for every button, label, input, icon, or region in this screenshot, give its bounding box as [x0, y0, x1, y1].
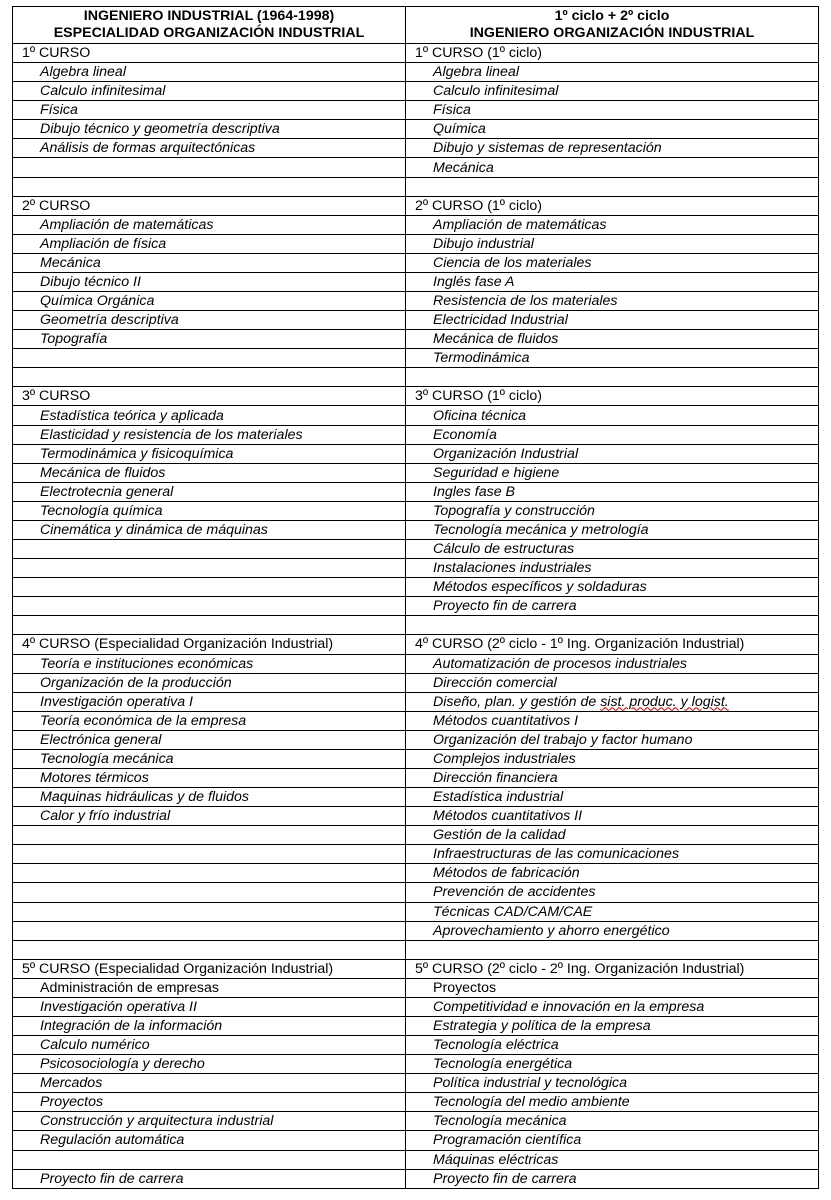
subject-row — [13, 177, 819, 196]
subject-left: Organización de la producción — [40, 674, 232, 691]
subject-row — [13, 578, 819, 597]
left-cell — [13, 368, 406, 387]
subject-left: Elasticidad y resistencia de los materiales — [40, 426, 303, 443]
right-cell — [406, 673, 819, 692]
right-cell — [406, 368, 819, 387]
right-cell — [406, 921, 819, 940]
left-cell — [13, 845, 406, 864]
right-cell — [406, 768, 819, 787]
subject-row — [13, 330, 819, 349]
course-title-left: 4º CURSO (Especialidad Organización Industrial) — [22, 636, 334, 653]
subject-right: Dirección financiera — [433, 770, 558, 786]
subject-left: Mecánica de fluidos — [40, 464, 166, 481]
subject-right: Química — [433, 121, 486, 138]
left-cell — [13, 1016, 406, 1035]
right-cell — [406, 120, 819, 139]
subject-right: Tecnología del medio ambiente — [433, 1094, 630, 1111]
right-cell — [406, 826, 819, 845]
subject-row — [13, 482, 819, 501]
left-cell — [13, 425, 406, 444]
right-cell — [406, 807, 819, 826]
subject-left: Geometría descriptiva — [40, 312, 179, 329]
subject-row — [13, 311, 819, 330]
left-cell — [13, 864, 406, 883]
course-title-left: 3º CURSO — [22, 388, 91, 405]
subject-row — [13, 692, 819, 711]
left-cell — [13, 826, 406, 845]
subject-row — [13, 1036, 819, 1055]
right-cell — [406, 425, 819, 444]
subject-left: Motores térmicos — [40, 770, 149, 786]
left-cell — [13, 177, 406, 196]
left-cell — [13, 1150, 406, 1169]
right-cell — [406, 1112, 819, 1131]
subject-left: Física — [40, 102, 78, 119]
subject-left: Calculo numérico — [40, 1037, 150, 1054]
left-cell — [13, 711, 406, 730]
subject-row — [13, 1169, 819, 1188]
right-cell — [406, 711, 819, 730]
subject-row — [13, 1112, 819, 1131]
header-right-cell — [406, 7, 819, 44]
subject-right: Mecánica — [433, 159, 494, 176]
subject-left: Psicosociología y derecho — [40, 1056, 205, 1073]
left-cell — [13, 921, 406, 940]
left-cell — [13, 978, 406, 997]
subject-left: Maquinas hidráulicas y de fluidos — [40, 789, 249, 806]
left-cell — [13, 196, 406, 215]
subject-right: Técnicas CAD/CAM/CAE — [433, 903, 593, 920]
subject-left: Cinemática y dinámica de máquinas — [40, 521, 268, 538]
left-cell — [13, 272, 406, 291]
subject-right: Tecnología eléctrica — [433, 1037, 559, 1054]
right-cell — [406, 1150, 819, 1169]
subject-row — [13, 101, 819, 120]
subject-right: Proyecto fin de carrera — [433, 1170, 577, 1187]
course-heading-row — [13, 387, 819, 406]
subject-row — [13, 253, 819, 272]
subject-row — [13, 272, 819, 291]
header-left-cell — [13, 7, 406, 44]
subject-right: Proyecto fin de carrera — [433, 598, 577, 615]
subject-row — [13, 1074, 819, 1093]
subject-left: Química Orgánica — [40, 293, 155, 310]
left-cell — [13, 444, 406, 463]
subject-right: Infraestructuras de las comunicaciones — [433, 846, 680, 863]
right-cell — [406, 864, 819, 883]
course-title-left: 2º CURSO — [22, 197, 91, 214]
subject-right: Termodinámica — [433, 350, 530, 367]
subject-left: Calor y frío industrial — [40, 808, 171, 825]
left-cell — [13, 597, 406, 616]
header-right-line1: 1º ciclo + 2º ciclo — [554, 8, 670, 24]
left-cell — [13, 673, 406, 692]
subject-row — [13, 883, 819, 902]
subject-left: Construcción y arquitectura industrial — [40, 1113, 274, 1130]
subject-row — [13, 654, 819, 673]
subject-left: Dibujo técnico II — [40, 273, 141, 290]
course-title-left: 1º CURSO — [22, 45, 91, 62]
subject-row — [13, 82, 819, 101]
subject-left: Electrónica general — [40, 731, 162, 748]
subject-left: Algebra lineal — [40, 64, 126, 81]
subject-row — [13, 940, 819, 959]
subject-left: Mercados — [40, 1075, 103, 1092]
subject-row — [13, 597, 819, 616]
right-cell — [406, 902, 819, 921]
left-cell — [13, 101, 406, 120]
left-cell — [13, 330, 406, 349]
subject-right: Física — [433, 102, 471, 119]
subject-right: Máquinas eléctricas — [433, 1151, 559, 1168]
subject-row — [13, 559, 819, 578]
right-cell — [406, 1169, 819, 1188]
subject-row — [13, 463, 819, 482]
subject-row — [13, 349, 819, 368]
right-cell — [406, 82, 819, 101]
subject-right: Estrategia y política de la empresa — [433, 1018, 651, 1035]
right-cell — [406, 997, 819, 1016]
subject-right: Ciencia de los materiales — [433, 254, 592, 271]
right-cell — [406, 520, 819, 539]
right-cell — [406, 215, 819, 234]
left-cell — [13, 654, 406, 673]
subject-right: Competitividad e innovación en la empresa — [433, 998, 705, 1015]
subject-row — [13, 768, 819, 787]
subject-right: Política industrial y tecnológica — [433, 1075, 627, 1092]
subject-right: Programación científica — [433, 1132, 582, 1149]
right-cell — [406, 406, 819, 425]
right-cell — [406, 44, 819, 63]
left-cell — [13, 406, 406, 425]
subject-left: Administración de empresas — [40, 979, 219, 996]
subject-right: Cálculo de estructuras — [433, 541, 575, 558]
subject-left: Tecnología mecánica — [40, 750, 174, 767]
right-cell — [406, 158, 819, 177]
subject-right: Mecánica de fluidos — [433, 331, 559, 348]
subject-right: Economía — [433, 426, 497, 443]
subject-row — [13, 788, 819, 807]
subject-right: Proyectos — [433, 979, 497, 996]
right-cell — [406, 101, 819, 120]
subject-right: Métodos de fabricación — [433, 865, 580, 882]
subject-left: Teoría e instituciones económicas — [40, 655, 254, 672]
subject-left: Ampliación de física — [40, 235, 167, 252]
subject-right: Métodos cuantitativos II — [433, 808, 583, 825]
right-cell — [406, 253, 819, 272]
subject-row — [13, 1131, 819, 1150]
subject-right: Dibujo y sistemas de representación — [433, 140, 662, 157]
subject-right: Topografía y construcción — [433, 502, 595, 519]
course-title-right: 5º CURSO (2º ciclo - 2º Ing. Organización Industrial) — [415, 960, 745, 977]
subject-row — [13, 368, 819, 387]
right-cell — [406, 959, 819, 978]
left-cell — [13, 1112, 406, 1131]
left-cell — [13, 749, 406, 768]
subject-row — [13, 1150, 819, 1169]
right-cell — [406, 730, 819, 749]
subject-row — [13, 730, 819, 749]
subject-row — [13, 63, 819, 82]
left-cell — [13, 1055, 406, 1074]
left-cell — [13, 635, 406, 654]
left-cell — [13, 1169, 406, 1188]
left-cell — [13, 311, 406, 330]
subject-row — [13, 425, 819, 444]
left-cell — [13, 215, 406, 234]
subject-row — [13, 711, 819, 730]
left-cell — [13, 520, 406, 539]
header-left-line2: ESPECIALIDAD ORGANIZACIÓN INDUSTRIAL — [53, 25, 365, 41]
subject-row — [13, 826, 819, 845]
subject-right: Métodos específicos y soldaduras — [433, 579, 647, 596]
subject-right: Organización Industrial — [433, 445, 579, 462]
subject-row — [13, 864, 819, 883]
right-cell — [406, 330, 819, 349]
subject-left: Análisis de formas arquitectónicas — [40, 140, 256, 157]
left-cell — [13, 940, 406, 959]
right-cell — [406, 1055, 819, 1074]
subject-right: Dirección comercial — [433, 674, 557, 691]
header-left-line1: INGENIERO INDUSTRIAL (1964-1998) — [83, 8, 335, 24]
subject-left: Ampliación de matemáticas — [40, 216, 214, 233]
left-cell — [13, 292, 406, 311]
left-cell — [13, 692, 406, 711]
right-cell — [406, 234, 819, 253]
left-cell — [13, 349, 406, 368]
curriculum-comparison-table — [12, 6, 819, 1189]
right-cell — [406, 1074, 819, 1093]
subject-right: Prevención de accidentes — [433, 884, 596, 901]
subject-right: Ingles fase B — [433, 483, 516, 500]
right-cell — [406, 540, 819, 559]
left-cell — [13, 501, 406, 520]
subject-row — [13, 616, 819, 635]
subject-left: Topografía — [40, 331, 108, 348]
subject-row — [13, 501, 819, 520]
spellcheck-underlined-text: sist. produc. y logist. — [600, 693, 729, 710]
subject-right: Calculo infinitesimal — [433, 83, 559, 100]
subject-row — [13, 444, 819, 463]
subject-left: Proyecto fin de carrera — [40, 1170, 184, 1187]
left-cell — [13, 902, 406, 921]
subject-right: Complejos industriales — [433, 750, 576, 767]
subject-right: Diseño, plan. y gestión de — [433, 693, 601, 710]
left-cell — [13, 139, 406, 158]
subject-right: Estadística industrial — [433, 789, 564, 806]
subject-left: Tecnología química — [40, 502, 163, 519]
subject-right: Instalaciones industriales — [433, 560, 592, 577]
left-cell — [13, 1131, 406, 1150]
right-cell — [406, 597, 819, 616]
left-cell — [13, 1074, 406, 1093]
subject-right: Gestión de la calidad — [433, 827, 566, 844]
right-cell — [406, 749, 819, 768]
right-cell — [406, 616, 819, 635]
subject-left: Integración de la información — [40, 1018, 223, 1035]
right-cell — [406, 387, 819, 406]
subject-right: Algebra lineal — [433, 64, 519, 81]
right-cell — [406, 272, 819, 291]
left-cell — [13, 730, 406, 749]
right-cell — [406, 139, 819, 158]
subject-row — [13, 120, 819, 139]
right-cell — [406, 635, 819, 654]
left-cell — [13, 768, 406, 787]
left-cell — [13, 616, 406, 635]
right-cell — [406, 978, 819, 997]
left-cell — [13, 253, 406, 272]
subject-right: Electricidad Industrial — [433, 312, 568, 329]
subject-row — [13, 902, 819, 921]
subject-row — [13, 845, 819, 864]
subject-right: Ampliación de matemáticas — [433, 216, 607, 233]
subject-row — [13, 807, 819, 826]
left-cell — [13, 578, 406, 597]
left-cell — [13, 82, 406, 101]
header-right-line2: INGENIERO ORGANIZACIÓN INDUSTRIAL — [469, 25, 755, 41]
subject-row — [13, 749, 819, 768]
right-cell — [406, 444, 819, 463]
left-cell — [13, 387, 406, 406]
right-cell — [406, 883, 819, 902]
subject-right: Métodos cuantitativos I — [433, 712, 579, 729]
subject-left: Investigación operativa II — [40, 998, 197, 1015]
right-cell — [406, 1036, 819, 1055]
table-header-row — [13, 7, 819, 44]
subject-row — [13, 520, 819, 539]
left-cell — [13, 120, 406, 139]
left-cell — [13, 463, 406, 482]
right-cell — [406, 788, 819, 807]
left-cell — [13, 63, 406, 82]
subject-row — [13, 292, 819, 311]
right-cell — [406, 177, 819, 196]
right-cell — [406, 501, 819, 520]
right-cell — [406, 349, 819, 368]
subject-right: Dibujo industrial — [433, 235, 534, 252]
subject-left: Estadística teórica y aplicada — [40, 407, 224, 424]
left-cell — [13, 234, 406, 253]
subject-left: Termodinámica y fisicoquímica — [40, 445, 234, 462]
subject-row — [13, 1016, 819, 1035]
subject-right: Resistencia de los materiales — [433, 293, 618, 310]
left-cell — [13, 807, 406, 826]
left-cell — [13, 1093, 406, 1112]
subject-left: Regulación automática — [40, 1132, 185, 1149]
left-cell — [13, 44, 406, 63]
course-title-right: 1º CURSO (1º ciclo) — [415, 45, 543, 62]
subject-right: Oficina técnica — [433, 407, 527, 424]
left-cell — [13, 540, 406, 559]
right-cell — [406, 578, 819, 597]
right-cell — [406, 559, 819, 578]
subject-left: Calculo infinitesimal — [40, 83, 166, 100]
left-cell — [13, 158, 406, 177]
right-cell — [406, 845, 819, 864]
right-cell — [406, 1016, 819, 1035]
left-cell — [13, 997, 406, 1016]
right-cell — [406, 1131, 819, 1150]
subject-row — [13, 139, 819, 158]
left-cell — [13, 559, 406, 578]
subject-left: Electrotecnia general — [40, 483, 174, 500]
right-cell — [406, 292, 819, 311]
right-cell — [406, 654, 819, 673]
table-body — [13, 7, 819, 1189]
right-cell — [406, 1093, 819, 1112]
right-cell — [406, 63, 819, 82]
right-cell — [406, 463, 819, 482]
right-cell — [406, 196, 819, 215]
right-cell — [406, 311, 819, 330]
course-heading-row — [13, 44, 819, 63]
subject-row — [13, 1093, 819, 1112]
subject-row — [13, 673, 819, 692]
right-cell — [406, 692, 819, 711]
subject-left: Dibujo técnico y geometría descriptiva — [40, 121, 280, 138]
course-title-right: 4º CURSO (2º ciclo - 1º Ing. Organización Industrial) — [415, 636, 745, 653]
left-cell — [13, 788, 406, 807]
subject-row — [13, 978, 819, 997]
subject-row — [13, 1055, 819, 1074]
subject-right: Automatización de procesos industriales — [433, 655, 687, 672]
course-title-right: 3º CURSO (1º ciclo) — [415, 388, 543, 405]
subject-left: Mecánica — [40, 254, 101, 271]
subject-left: Teoría económica de la empresa — [40, 712, 247, 729]
right-cell — [406, 940, 819, 959]
left-cell — [13, 1036, 406, 1055]
subject-right: Seguridad e higiene — [433, 464, 560, 481]
subject-row — [13, 234, 819, 253]
course-heading-row — [13, 635, 819, 654]
subject-row — [13, 215, 819, 234]
course-title-left: 5º CURSO (Especialidad Organización Industrial) — [22, 960, 334, 977]
subject-row — [13, 921, 819, 940]
course-heading-row — [13, 196, 819, 215]
subject-right: Tecnología energética — [433, 1056, 573, 1073]
course-title-right: 2º CURSO (1º ciclo) — [415, 197, 543, 214]
subject-right: Organización del trabajo y factor humano — [433, 731, 693, 748]
subject-row — [13, 997, 819, 1016]
subject-row — [13, 406, 819, 425]
right-cell — [406, 482, 819, 501]
subject-right: Tecnología mecánica — [433, 1113, 567, 1130]
left-cell — [13, 959, 406, 978]
subject-row — [13, 158, 819, 177]
left-cell — [13, 883, 406, 902]
subject-right: Inglés fase A — [433, 273, 515, 290]
subject-right: Tecnología mecánica y metrología — [433, 521, 649, 538]
subject-right: Aprovechamiento y ahorro energético — [433, 922, 670, 939]
subject-row — [13, 540, 819, 559]
left-cell — [13, 482, 406, 501]
subject-left: Investigación operativa I — [40, 693, 194, 710]
course-heading-row — [13, 959, 819, 978]
subject-left: Proyectos — [40, 1094, 104, 1111]
